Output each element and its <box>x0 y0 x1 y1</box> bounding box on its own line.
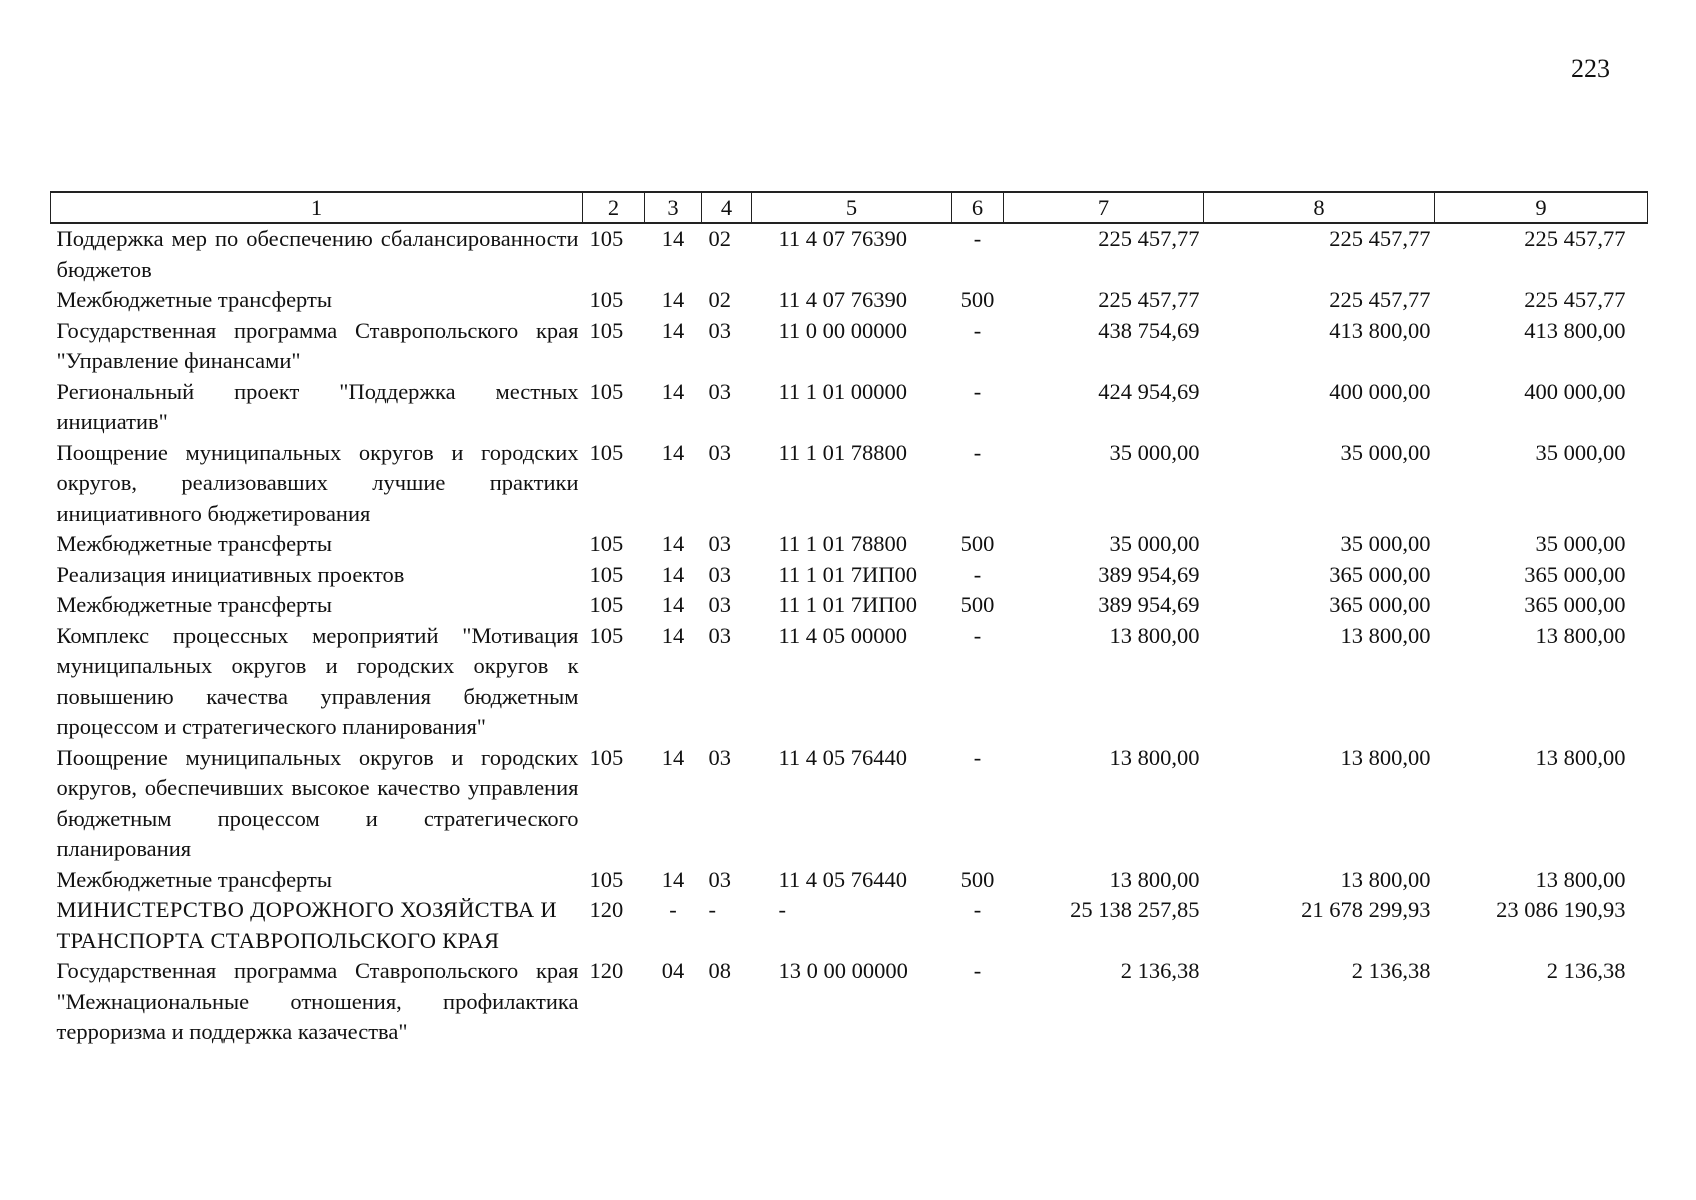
row-target-code: 11 4 07 76390 <box>778 287 908 312</box>
row-amount-2: 365 000,00 <box>1329 561 1431 587</box>
row-amount-3: 225 457,77 <box>1524 226 1626 251</box>
row-expense-code: - <box>973 958 982 983</box>
row-subsection-code: 03 <box>708 622 731 648</box>
row-subsection-code: 03 <box>708 561 731 587</box>
row-admin-code: 105 <box>589 317 624 343</box>
row-section-code: 14 <box>661 592 685 617</box>
row-amount-3: 13 800,00 <box>1535 866 1626 892</box>
row-name: Межбюджетные трансферты <box>56 866 332 892</box>
row-amount-1: 25 138 257,85 <box>1070 897 1200 922</box>
row-amount-3: 413 800,00 <box>1524 317 1626 343</box>
row-subsection-code: - <box>708 897 716 922</box>
row-admin-code: 105 <box>589 744 624 770</box>
row-section-code: 14 <box>661 561 685 587</box>
row-amount-2: 13 800,00 <box>1340 744 1431 770</box>
row-name: Межбюджетные трансферты <box>56 592 332 617</box>
row-admin-code: 105 <box>589 866 624 892</box>
row-target-code: 11 4 05 76440 <box>778 744 908 770</box>
row-section-code: - <box>669 897 677 922</box>
table-row <box>51 956 1648 1048</box>
row-amount-1: 389 954,69 <box>1098 592 1200 617</box>
table-row <box>51 895 1648 956</box>
row-amount-2: 13 800,00 <box>1340 866 1431 892</box>
row-name: Реализация инициативных проектов <box>56 561 405 587</box>
row-name: Поощрение муниципальных округов и городских округов, реализовавших лучшие практики инициативного бюджетирования <box>56 439 579 526</box>
row-amount-1: 13 800,00 <box>1109 866 1200 892</box>
row-amount-2: 365 000,00 <box>1329 592 1431 617</box>
row-amount-3: 225 457,77 <box>1524 287 1626 312</box>
row-target-code: 11 4 05 76440 <box>778 866 908 892</box>
row-amount-1: 35 000,00 <box>1109 439 1200 465</box>
row-amount-1: 35 000,00 <box>1109 531 1200 556</box>
table-row <box>51 743 1648 865</box>
row-amount-1: 13 800,00 <box>1109 622 1200 648</box>
table-row <box>51 865 1648 896</box>
row-admin-code: 105 <box>589 531 624 556</box>
row-subsection-code: 03 <box>708 866 731 892</box>
row-target-code: 11 0 00 00000 <box>778 317 908 343</box>
row-section-code: 14 <box>661 439 685 465</box>
row-name: Межбюджетные трансферты <box>56 531 332 556</box>
row-target-code: 11 1 01 78800 <box>778 531 908 556</box>
row-name: Поощрение муниципальных округов и городских округов, обеспечивших высокое качество управления бюджетным процессом и стратегического планирования <box>56 744 579 861</box>
row-expense-code: 500 <box>960 287 995 312</box>
row-amount-2: 413 800,00 <box>1329 317 1431 343</box>
row-expense-code: - <box>973 439 982 465</box>
row-amount-2: 2 136,38 <box>1351 958 1431 983</box>
header-cell-target: 5 <box>752 192 952 223</box>
row-target-code: 11 1 01 78800 <box>778 439 908 465</box>
row-expense-code: 500 <box>960 866 995 892</box>
row-section-code: 14 <box>661 531 685 556</box>
row-name: МИНИСТЕРСТВО ДОРОЖНОГО ХОЗЯЙСТВА И ТРАНСПОРТА СТАВРОПОЛЬСКОГО КРАЯ <box>56 897 557 953</box>
row-expense-code: - <box>973 317 982 343</box>
table-row <box>51 223 1648 285</box>
row-amount-2: 35 000,00 <box>1340 439 1431 465</box>
row-amount-3: 365 000,00 <box>1524 592 1626 617</box>
row-name: Комплекс процессных мероприятий "Мотивация муниципальных округов и городских округов к повышению качества управления бюджетным процессом и стратегического планирования" <box>56 622 579 739</box>
page-number: 223 <box>1571 54 1610 83</box>
header-cell-amount-2: 8 <box>1204 192 1435 223</box>
table-row <box>51 529 1648 560</box>
row-amount-1: 2 136,38 <box>1120 958 1200 983</box>
row-target-code: 11 4 07 76390 <box>778 226 908 251</box>
row-name: Государственная программа Ставропольского края "Межнациональные отношения, профилактика терроризма и поддержка казачества" <box>56 958 579 1044</box>
table-body <box>51 223 1648 1048</box>
row-amount-2: 13 800,00 <box>1340 622 1431 648</box>
row-admin-code: 105 <box>589 378 624 404</box>
table-row <box>51 377 1648 438</box>
row-target-code: 11 1 01 00000 <box>778 378 908 404</box>
row-amount-2: 225 457,77 <box>1329 226 1431 251</box>
table-row <box>51 438 1648 530</box>
row-subsection-code: 02 <box>708 226 731 251</box>
row-expense-code: 500 <box>960 531 995 556</box>
row-section-code: 14 <box>661 317 685 343</box>
header-cell-name: 1 <box>51 192 583 223</box>
row-amount-3: 365 000,00 <box>1524 561 1626 587</box>
row-admin-code: 105 <box>589 287 624 312</box>
row-amount-2: 400 000,00 <box>1329 378 1431 404</box>
table-row <box>51 560 1648 591</box>
row-subsection-code: 03 <box>708 531 731 556</box>
row-admin-code: 105 <box>589 439 624 465</box>
row-target-code: 11 1 01 7ИП00 <box>778 592 918 617</box>
budget-table <box>50 191 1648 1048</box>
row-amount-2: 225 457,77 <box>1329 287 1431 312</box>
header-cell-expense: 6 <box>952 192 1004 223</box>
row-admin-code: 120 <box>589 897 624 922</box>
row-amount-1: 225 457,77 <box>1098 226 1200 251</box>
row-subsection-code: 02 <box>708 287 731 312</box>
row-section-code: 14 <box>661 226 685 251</box>
row-name: Региональный проект "Поддержка местных инициатив" <box>56 378 579 434</box>
row-admin-code: 120 <box>589 958 624 983</box>
row-amount-1: 225 457,77 <box>1098 287 1200 312</box>
row-expense-code: 500 <box>960 592 995 617</box>
row-admin-code: 105 <box>589 592 624 617</box>
row-expense-code: - <box>973 744 982 770</box>
row-amount-2: 21 678 299,93 <box>1301 897 1431 922</box>
row-amount-3: 400 000,00 <box>1524 378 1626 404</box>
header-cell-section: 3 <box>645 192 702 223</box>
row-admin-code: 105 <box>589 561 624 587</box>
header-row <box>51 192 1648 223</box>
row-amount-3: 35 000,00 <box>1535 531 1626 556</box>
header-cell-subsection: 4 <box>702 192 752 223</box>
row-amount-1: 438 754,69 <box>1098 317 1200 343</box>
row-target-code: 11 4 05 00000 <box>778 622 908 648</box>
row-expense-code: - <box>973 561 982 587</box>
row-section-code: 14 <box>661 744 685 770</box>
table-row <box>51 590 1648 621</box>
row-subsection-code: 08 <box>708 958 731 983</box>
row-expense-code: - <box>973 226 982 251</box>
header-cell-amount-3: 9 <box>1435 192 1648 223</box>
row-amount-1: 13 800,00 <box>1109 744 1200 770</box>
row-name: Межбюджетные трансферты <box>56 287 332 312</box>
row-amount-3: 2 136,38 <box>1546 958 1626 983</box>
row-admin-code: 105 <box>589 622 624 648</box>
row-expense-code: - <box>973 897 982 922</box>
header-cell-amount-1: 7 <box>1004 192 1204 223</box>
row-amount-1: 424 954,69 <box>1098 378 1200 404</box>
row-expense-code: - <box>973 378 982 404</box>
row-subsection-code: 03 <box>708 592 731 617</box>
row-amount-3: 13 800,00 <box>1535 744 1626 770</box>
table-row <box>51 621 1648 743</box>
table-row <box>51 285 1648 316</box>
table-row <box>51 316 1648 377</box>
row-amount-3: 23 086 190,93 <box>1496 897 1626 922</box>
row-admin-code: 105 <box>589 226 624 251</box>
row-amount-3: 35 000,00 <box>1535 439 1626 465</box>
row-name: Государственная программа Ставропольского края "Управление финансами" <box>56 317 579 373</box>
row-target-code: 11 1 01 7ИП00 <box>778 561 918 587</box>
row-amount-2: 35 000,00 <box>1340 531 1431 556</box>
header-cell-admin: 2 <box>583 192 645 223</box>
row-section-code: 14 <box>661 287 685 312</box>
row-subsection-code: 03 <box>708 744 731 770</box>
table-header <box>51 192 1648 223</box>
row-section-code: 14 <box>661 866 685 892</box>
row-target-code: 13 0 00 00000 <box>778 958 908 983</box>
row-target-code: - <box>778 897 786 922</box>
row-subsection-code: 03 <box>708 378 731 404</box>
row-name: Поддержка мер по обеспечению сбалансированности бюджетов <box>56 226 579 282</box>
row-section-code: 14 <box>661 378 685 404</box>
row-subsection-code: 03 <box>708 317 731 343</box>
row-amount-3: 13 800,00 <box>1535 622 1626 648</box>
row-subsection-code: 03 <box>708 439 731 465</box>
row-expense-code: - <box>973 622 982 648</box>
row-section-code: 04 <box>661 958 685 983</box>
row-amount-1: 389 954,69 <box>1098 561 1200 587</box>
row-section-code: 14 <box>661 622 685 648</box>
